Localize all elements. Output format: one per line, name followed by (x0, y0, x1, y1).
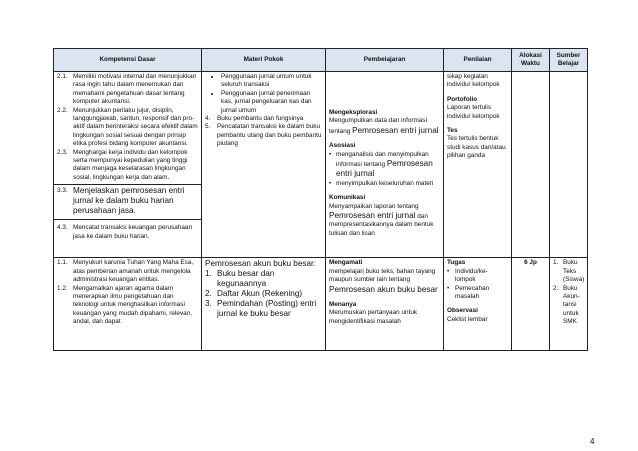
header-sumber: Sumber Belajar (550, 49, 588, 72)
alokasi-cell: 6 Jp (512, 258, 550, 351)
header-materi: Materi Pokok (202, 49, 326, 72)
tugas-title: Tugas (447, 259, 466, 267)
tes-title: Tes (447, 127, 458, 135)
list-item: 1. Buku Teks (Siswa) (553, 259, 585, 284)
header-pembelajaran: Pembelajaran (326, 49, 444, 72)
syllabus-table (53, 48, 588, 351)
kd-cell (54, 220, 202, 258)
list-item: • Pemecahan masalah (447, 284, 490, 300)
komunikasi-title: Komunikasi (329, 194, 366, 202)
list-item: 4. Buku pembantu dan fungsinya (205, 115, 304, 123)
kd-item: 1.1. Menyukuri karunia Tuhan Yang Maha Esa, atas pemberian amanah untuk mengelola administrasi keuangan entitas. (57, 259, 194, 284)
header-penilaian: Penilaian (444, 49, 512, 72)
pembelajaran-cell (326, 258, 444, 351)
penilaian-intro: sikap kegiatan individu/ kelompok (447, 73, 500, 89)
mengeksplorasi-text: Mengumpulkan data dan informasi tentang Pemrosesan entri jurnal (329, 117, 439, 135)
header-row (54, 49, 588, 72)
pembelajaran-cell (326, 72, 444, 258)
observasi-text: Ceklist lembar (447, 315, 488, 323)
sumber-cell (550, 258, 588, 351)
kd-item: 1.2. Mengamalkan ajaran agama dalam menerapkan ilmu pengetahuan dan teknologi untuk menghasilkan informasi keuangan yang mudah dipahami, relevan, andal, dan dapat (57, 284, 193, 326)
kd-cell (54, 258, 202, 351)
tes-text: Tes tertulis bentuk studi kasus dan/atau pilihan ganda (447, 135, 506, 160)
penilaian-cell (444, 72, 512, 258)
sumber-cell (550, 72, 588, 258)
table-row (54, 258, 588, 351)
kd-item: 4.3. Mencatat transaksi keuangan perusahaan jasa ke dalam buku harian. (57, 224, 193, 240)
kd-item: 2.2. Menunjukkan perilaku jujur, disiplin, tanggungjawab, santun, responsif dan pro-aktif dalam berinteraksi secara efektif dalam lingkungan sosial sesuai dengan prinsip etika profesi bidang komputer akuntansi. (57, 106, 198, 148)
kd-cell (54, 185, 202, 220)
asosiasi-title: Asosiasi (329, 142, 356, 150)
observasi-title: Observasi (447, 307, 478, 315)
menanya-title: Menanya (329, 300, 357, 308)
list-item: • Individu/ke-lompok (447, 267, 488, 284)
header-alokasi: Alokasi Waktu (512, 49, 550, 72)
mengamati-title: Mengamati (329, 259, 363, 267)
list-item: • menyimpulkan keseluruhan materi (329, 179, 434, 187)
mengeksplorasi-title: Mengeksplorasi (329, 109, 378, 116)
portofolio-text: Laporan tertulis individu/ kelompok (447, 104, 500, 120)
materi-title: Pemrosesan akun buku besar: (205, 259, 317, 269)
list-item: 2. Buku Akun-tansi untuk SMK (553, 284, 580, 326)
penilaian-cell (444, 258, 512, 351)
kd-item: 2.1. Memiliki motivasi internal dan menunjukkan rasa ingin tahu dalam menemukan dan memahami pengetahuan dasar tentang komputer akuntansi. (57, 73, 197, 106)
portofolio-title: Portofolio (447, 95, 478, 103)
list-item: • Penggunaan jurnal umum untuk seluruh transaksi (221, 73, 322, 90)
page-number: 4 (590, 437, 595, 446)
kd-item: 2.3. Menghargai kerja individu dan kelompok serta mempunyai kepedulian yang tinggi dalam menjaga keselarasan lingkungan sosial, lingkungan kerja dan alam. (57, 148, 188, 181)
page (53, 48, 587, 351)
materi-cell (202, 72, 326, 258)
list-item: • menganalisis dan menyimpulkan informasi tentang Pemrosesan entri jurnal (329, 150, 433, 179)
list-item: 2. Daftar Akun (Rekening) (205, 289, 303, 299)
alokasi-cell (512, 72, 550, 258)
list-item: 3. Pemindahan (Posting) entri jurnal ke buku besar (205, 299, 317, 319)
kd-item: 3.3. Menjelaskan pemrosesan entri jurnal ke dalam buku harian perusahaan jasa. (57, 186, 185, 216)
table-row (54, 72, 588, 185)
komunikasi-text: Menyampaikan laporan tentang Pemrosesan entri jurnal dan mempresentasikannya dalam bentuk tulisan dan lisan (329, 202, 434, 237)
menanya-text: Merumuskan pertanyaan untuk mengidentifikasi masalah (329, 309, 418, 325)
materi-cell (202, 258, 326, 351)
header-kd: Kompetensi Dasar (54, 49, 202, 72)
list-item: 1. Buku besar dan kegunaannya (205, 269, 275, 289)
list-item: • Penggunaan jurnal penerimaan kas, jurnal pengeluaran kas dan jurnal umum (221, 90, 322, 115)
mengamati-text: mempelajari buku teks, bahan tayang maupun sumber lain tentang Pemrosesan akun buku besar (329, 267, 438, 294)
list-item: 5. Pencatatan transaksi ke dalam buku pembantu utang dan buku pembantu piutang (205, 123, 322, 148)
kd-cell (54, 72, 202, 185)
